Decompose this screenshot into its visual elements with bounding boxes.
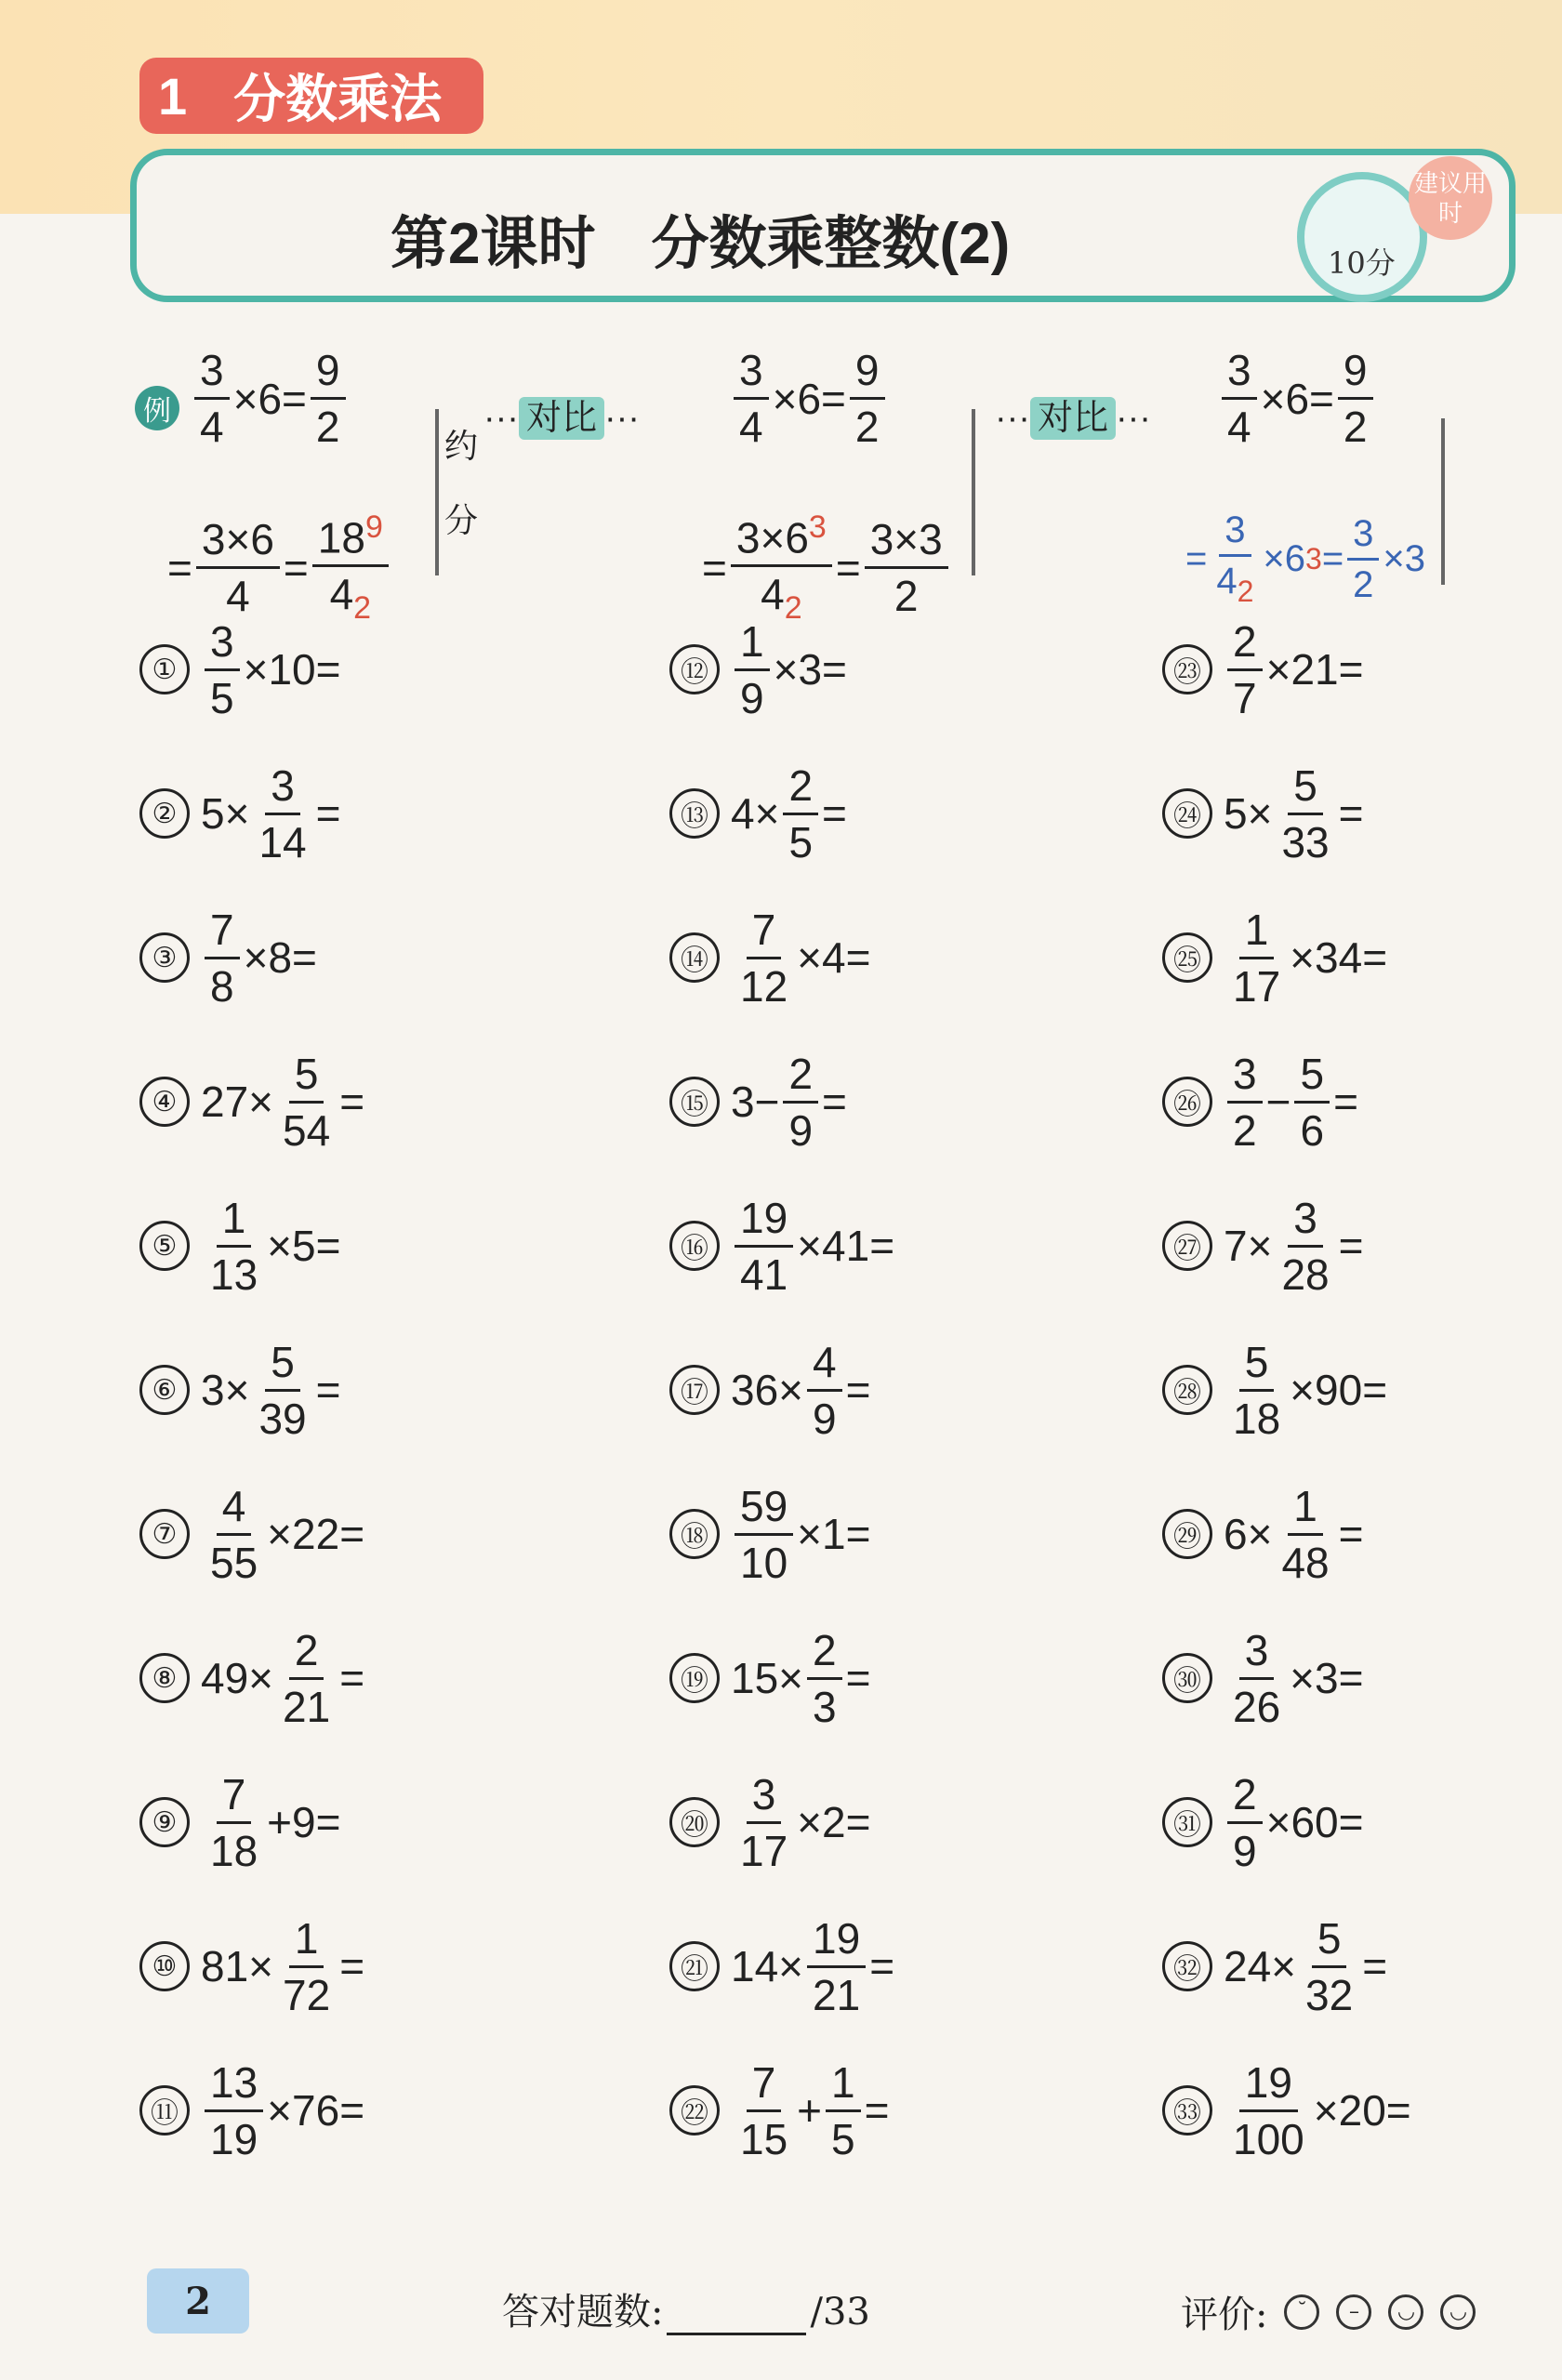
- problem-number: ㉝: [1162, 2085, 1212, 2135]
- bracket-line: [1441, 418, 1445, 585]
- problem-number: ⑤: [139, 1221, 190, 1271]
- problem-item[interactable]: ⑲ 15× $\frac{2}{3}$ =: [669, 1618, 871, 1739]
- example3-line2: = $\frac{3}{4_2}$ ×6 3 = $\frac{3}{2}$ ×3: [1185, 509, 1426, 608]
- fraction: $\frac{4}{55}$: [210, 1481, 258, 1587]
- fraction: $\frac{1}{5}$: [826, 2061, 861, 2161]
- problem-number: ③: [139, 932, 190, 983]
- example3-line1: $\frac{3}{4}$ ×6= $\frac{9}{2}$: [1218, 349, 1377, 448]
- neutral-face-icon[interactable]: –: [1336, 2294, 1371, 2330]
- problem-item[interactable]: ㉜ 24× $\frac{5}{32}$ =: [1162, 1906, 1387, 2027]
- unit-name: 分数乘法: [233, 70, 443, 128]
- fraction: $\frac{5}{54}$: [283, 1049, 331, 1155]
- problem-item[interactable]: ① $\frac{3}{5}$ ×10=: [139, 609, 341, 730]
- evaluation: [1181, 2285, 1476, 2338]
- reduce-label: 约 分: [444, 427, 479, 539]
- problem-item[interactable]: ⑥ 3× $\frac{5}{39}$ =: [139, 1329, 341, 1450]
- problem-item[interactable]: ④ 27× $\frac{5}{54}$ =: [139, 1041, 364, 1162]
- problem-item[interactable]: ⑪ $\frac{13}{19}$ ×76=: [139, 2050, 364, 2171]
- problem-number: ⑮: [669, 1077, 720, 1127]
- problem-item[interactable]: ⑨ $\frac{7}{18}$ +9=: [139, 1762, 340, 1883]
- problem-number: ⑭: [669, 932, 720, 983]
- clock-icon: [1297, 172, 1427, 302]
- problem-number: ⑰: [669, 1365, 720, 1415]
- problem-number: ㉒: [669, 2085, 720, 2135]
- problem-item[interactable]: ⑤ $\frac{1}{13}$ ×5=: [139, 1185, 340, 1306]
- fraction: $\frac{5}{6}$: [1294, 1052, 1330, 1152]
- fraction: $\frac{7}{12}$: [740, 905, 788, 1011]
- smile-face-icon[interactable]: ◡: [1388, 2294, 1423, 2330]
- problem-item[interactable]: ㉖ $\frac{3}{2}$ − $\frac{5}{6}$ =: [1162, 1041, 1358, 1162]
- fraction: $\frac{3}{17}$: [740, 1769, 788, 1875]
- clock-time: 10分: [1328, 245, 1396, 281]
- problem-item[interactable]: ㉗ 7× $\frac{3}{28}$ =: [1162, 1185, 1364, 1306]
- problem-number: ㉙: [1162, 1509, 1212, 1559]
- score-line: [502, 2282, 870, 2335]
- problem-number: ⑯: [669, 1221, 720, 1271]
- fraction: $\frac{7}{18}$: [210, 1769, 258, 1875]
- problem-number: ⑱: [669, 1509, 720, 1559]
- problem-item[interactable]: ③ $\frac{7}{8}$ ×8=: [139, 897, 317, 1018]
- problem-number: ⑧: [139, 1653, 190, 1703]
- problem-item[interactable]: ⑭ $\frac{7}{12}$ ×4=: [669, 897, 870, 1018]
- problem-number: ㉖: [1162, 1077, 1212, 1127]
- fraction: $\frac{2}{9}$: [783, 1052, 818, 1152]
- fraction: $\frac{7}{8}$: [205, 908, 240, 1008]
- problem-item[interactable]: ⑫ $\frac{1}{9}$ ×3=: [669, 609, 847, 730]
- fraction: $\frac{2}{3}$: [807, 1629, 842, 1728]
- fraction: $\frac{5}{39}$: [258, 1337, 307, 1443]
- unit-number: 1: [158, 66, 188, 126]
- fraction: $\frac{1}{9}$: [735, 620, 770, 720]
- problem-item[interactable]: ㉕ $\frac{1}{17}$ ×34=: [1162, 897, 1387, 1018]
- problem-number: ㉑: [669, 1941, 720, 1991]
- fraction: $\frac{3}{14}$: [258, 760, 307, 866]
- problem-number: ㉗: [1162, 1221, 1212, 1271]
- score-label: 答对题数:: [502, 2291, 664, 2334]
- sad-face-icon[interactable]: ˘: [1284, 2294, 1319, 2330]
- fraction: $\frac{19}{100}$: [1233, 2057, 1304, 2163]
- problem-number: ㉔: [1162, 788, 1212, 839]
- problem-number: ⑲: [669, 1653, 720, 1703]
- problem-item[interactable]: ⑮ 3− $\frac{2}{9}$ =: [669, 1041, 847, 1162]
- score-blank[interactable]: [667, 2295, 806, 2335]
- fraction: $\frac{2}{21}$: [283, 1625, 331, 1731]
- problem-item[interactable]: ㉑ 14× $\frac{19}{21}$ =: [669, 1906, 894, 2027]
- fraction: $\frac{2}{5}$: [783, 764, 818, 864]
- example1-line2: = $\frac{3\times 6}{4}$ = $\frac{18^9}{4_2}$: [167, 511, 392, 625]
- problem-item[interactable]: ㉝ $\frac{19}{100}$ ×20=: [1162, 2050, 1411, 2171]
- eval-label: 评价:: [1181, 2294, 1268, 2336]
- fraction: $\frac{7}{15}$: [740, 2057, 788, 2163]
- problem-item[interactable]: ㉓ $\frac{2}{7}$ ×21=: [1162, 609, 1364, 730]
- compare-label-2: ··· 对比 ···: [995, 399, 1151, 438]
- problem-item[interactable]: ⑧ 49× $\frac{2}{21}$ =: [139, 1618, 364, 1739]
- problem-item[interactable]: ㉔ 5× $\frac{5}{33}$ =: [1162, 753, 1364, 874]
- fraction: $\frac{19}{41}$: [735, 1197, 793, 1296]
- score-total: /33: [810, 2291, 870, 2334]
- problem-number: ②: [139, 788, 190, 839]
- fraction: $\frac{2}{9}$: [1227, 1773, 1263, 1872]
- problem-item[interactable]: ⑦ $\frac{4}{55}$ ×22=: [139, 1474, 364, 1594]
- example2-line1: $\frac{3}{4}$ ×6= $\frac{9}{2}$: [730, 349, 889, 448]
- example1-line1: $\frac{3}{4}$ ×6= $\frac{9}{2}$: [191, 349, 350, 448]
- problem-number: ⑩: [139, 1941, 190, 1991]
- problem-item[interactable]: ⑬ 4× $\frac{2}{5}$ =: [669, 753, 847, 874]
- fraction: $\frac{4}{9}$: [807, 1341, 842, 1440]
- problem-number: ㉘: [1162, 1365, 1212, 1415]
- fraction: $\frac{3}{2}$: [1227, 1052, 1263, 1152]
- fraction: $\frac{3}{28}$: [1281, 1193, 1330, 1299]
- fraction: $\frac{3}{5}$: [205, 620, 240, 720]
- problem-number: ㉜: [1162, 1941, 1212, 1991]
- problem-number: ⑬: [669, 788, 720, 839]
- lesson-topic: 分数乘整数(2): [651, 212, 1011, 276]
- example2-line2: = $\frac{3\times 6^3}{4_2}$ = $\frac{3\times 3}{2}$: [702, 511, 952, 625]
- problem-item[interactable]: ⑱ $\frac{59}{10}$ ×1=: [669, 1474, 870, 1594]
- fraction: $\frac{5}{18}$: [1233, 1337, 1281, 1443]
- problem-number: ㉓: [1162, 644, 1212, 694]
- problem-item[interactable]: ㉒ $\frac{7}{15}$ + $\frac{1}{5}$ =: [669, 2050, 890, 2171]
- problem-item[interactable]: ⑰ 36× $\frac{4}{9}$ =: [669, 1329, 871, 1450]
- fraction: $\frac{19}{21}$: [807, 1917, 866, 2016]
- example-badge: 例: [135, 386, 179, 430]
- fraction: $\frac{59}{10}$: [735, 1485, 793, 1584]
- problem-number: ①: [139, 644, 190, 694]
- fraction: $\frac{5}{32}$: [1305, 1913, 1354, 2019]
- compare-label-1: ··· 对比 ···: [483, 399, 640, 438]
- page-number: 2: [147, 2268, 249, 2334]
- problem-item[interactable]: ⑯ $\frac{19}{41}$ ×41=: [669, 1185, 894, 1306]
- problem-item[interactable]: ㉙ 6× $\frac{1}{48}$ =: [1162, 1474, 1364, 1594]
- lesson-title: [390, 197, 1010, 280]
- bracket-line: [972, 409, 975, 575]
- problem-number: ㉕: [1162, 932, 1212, 983]
- problem-number: ⑳: [669, 1797, 720, 1847]
- fraction: $\frac{5}{33}$: [1281, 760, 1330, 866]
- problem-item[interactable]: ㉛ $\frac{2}{9}$ ×60=: [1162, 1762, 1364, 1883]
- fraction: $\frac{3}{26}$: [1233, 1625, 1281, 1731]
- problem-number: ⑥: [139, 1365, 190, 1415]
- problem-item[interactable]: ⑩ 81× $\frac{1}{72}$ =: [139, 1906, 364, 2027]
- fraction: $\frac{1}{17}$: [1233, 905, 1281, 1011]
- problem-number: ㉛: [1162, 1797, 1212, 1847]
- fraction: $\frac{1}{72}$: [283, 1913, 331, 2019]
- problem-item[interactable]: ㉘ $\frac{5}{18}$ ×90=: [1162, 1329, 1387, 1450]
- bracket-line: [435, 409, 439, 575]
- problem-number: ⑦: [139, 1509, 190, 1559]
- problem-number: ④: [139, 1077, 190, 1127]
- fraction: $\frac{1}{13}$: [210, 1193, 258, 1299]
- fraction: $\frac{1}{48}$: [1281, 1481, 1330, 1587]
- problem-item[interactable]: ⑳ $\frac{3}{17}$ ×2=: [669, 1762, 870, 1883]
- problem-number: ㉚: [1162, 1653, 1212, 1703]
- problem-number: ⑨: [139, 1797, 190, 1847]
- fraction: $\frac{13}{19}$: [205, 2061, 263, 2161]
- happy-face-icon[interactable]: ◡: [1440, 2294, 1476, 2330]
- problem-item[interactable]: ㉚ $\frac{3}{26}$ ×3=: [1162, 1618, 1363, 1739]
- lesson-part: 第2课时: [390, 212, 596, 276]
- problem-number: ⑫: [669, 644, 720, 694]
- fraction: $\frac{2}{7}$: [1227, 620, 1263, 720]
- problem-item[interactable]: ② 5× $\frac{3}{14}$ =: [139, 753, 341, 874]
- suggested-time-badge: 建议用时: [1409, 156, 1492, 240]
- unit-badge: [139, 58, 483, 134]
- problem-number: ⑪: [139, 2085, 190, 2135]
